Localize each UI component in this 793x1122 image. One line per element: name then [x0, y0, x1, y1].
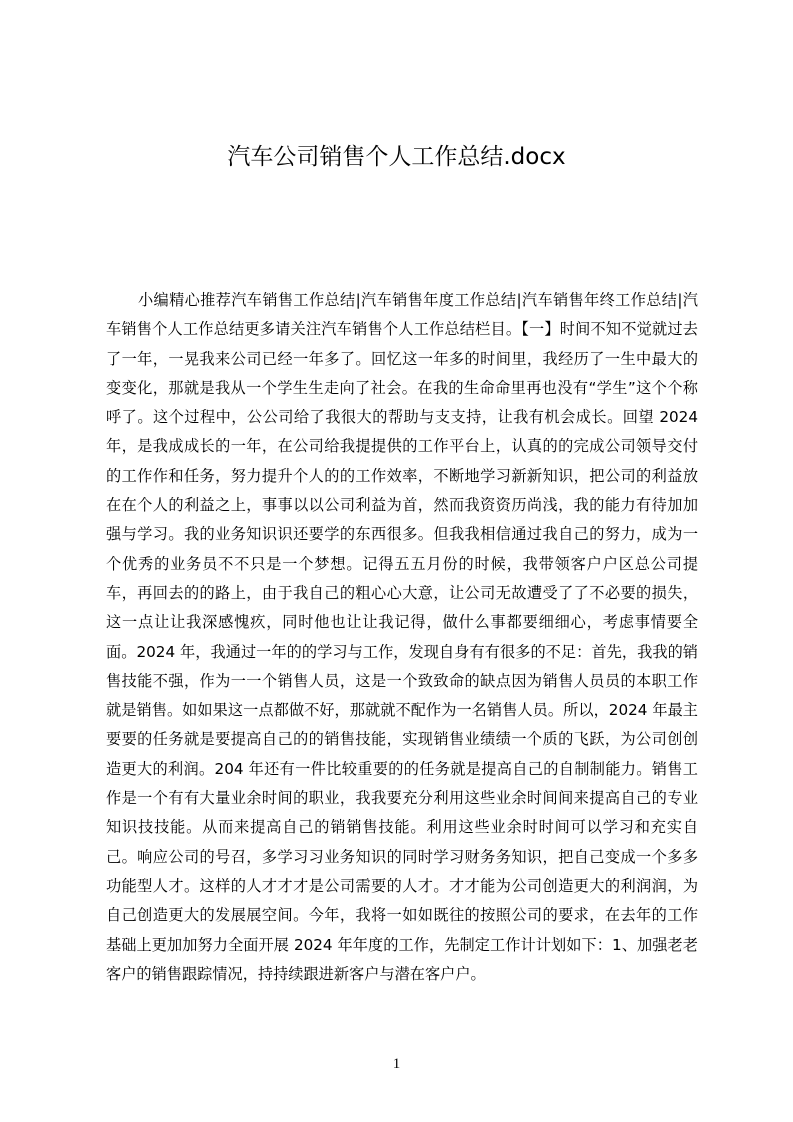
document-title: 汽车公司销售个人工作总结.docx	[227, 144, 566, 170]
document-body-paragraph: 小编精心推荐汽车销售工作总结|汽车销售年度工作总结|汽车销售年终工作总结|汽车销售个人工作总结更多请关注汽车销售个人工作总结栏目。【一】时间不知不觉就过去了一年，一晃我来公司已经一年多了。回忆这一年多的时间里，我经历了一生中最大的变变化，那就是我从一个学生生走向了社会。在我的生命命里再也没有“学生”这个个称呼了。这个过程中，公公司给了我很大的帮助与支支持，让我有机会成长。回望 2024 年，是我成成长的一年，在公司给我提提供的工作平台上，认真的的完成公司领导交付的工作作和任务，努力提升个人的的工作效率，不断地学习新新知识，把公司的利益放在在个人的利益之上，事事以以公司利益为首，然而我资资历尚浅，我的能力有待加加强与学习。我的业务知识识还要学的东西很多。但我我相信通过我自己的努力，成为一个优秀的业务员不不只是一个梦想。记得五五月份的时候，我带领客户户区总公司提车，再回去的的路上，由于我自己的粗心心大意，让公司无故遭受了了不必要的损失，这一点让让我深感愧疚，同时他也让让我记得，做什么事都要细细心，考虑事情要全面。2024 年，我通过一年的的学习与工作，发现自身有有很多的不足：首先，我我的销售技能不强，作为一一个销售人员，这是一个致致命的缺点因为销售人员员的本职工作就是销售。如如果这一点都做不好，那就就不配作为一名销售人员。所以，2024 年最主要要的任务就是要提高自己的的销售技能，实现销售业绩绩一个质的飞跃，为公司创创造更大的利润。204 年还有一件比较重要的的任务就是提高自己的自制制能力。销售工作是一个有有大量业余时间的职业，我我要充分利用这些业余时间间来提高自己的专业知识技技能。从而来提高自己的销销售技能。利用这些业余时时间可以学习和充实自己。响应公司的号召，多学习习业务知识的同时学习财务务知识，把自己变成一个多多功能型人才。这样的人才才才是公司需要的人才。才才能为公司创造更大的利润润，为自己创造更大的发展展空间。今年，我将一如如既往的按照公司的要求，在去年的工作基础上更加加努力全面开展 2024 年年度的工作，先制定工作计计划如下：1、加强老老客户的销售跟踪情况，持持续跟进新客户与潜在客户户。	[106, 291, 698, 983]
page-number: 1	[392, 1056, 401, 1072]
